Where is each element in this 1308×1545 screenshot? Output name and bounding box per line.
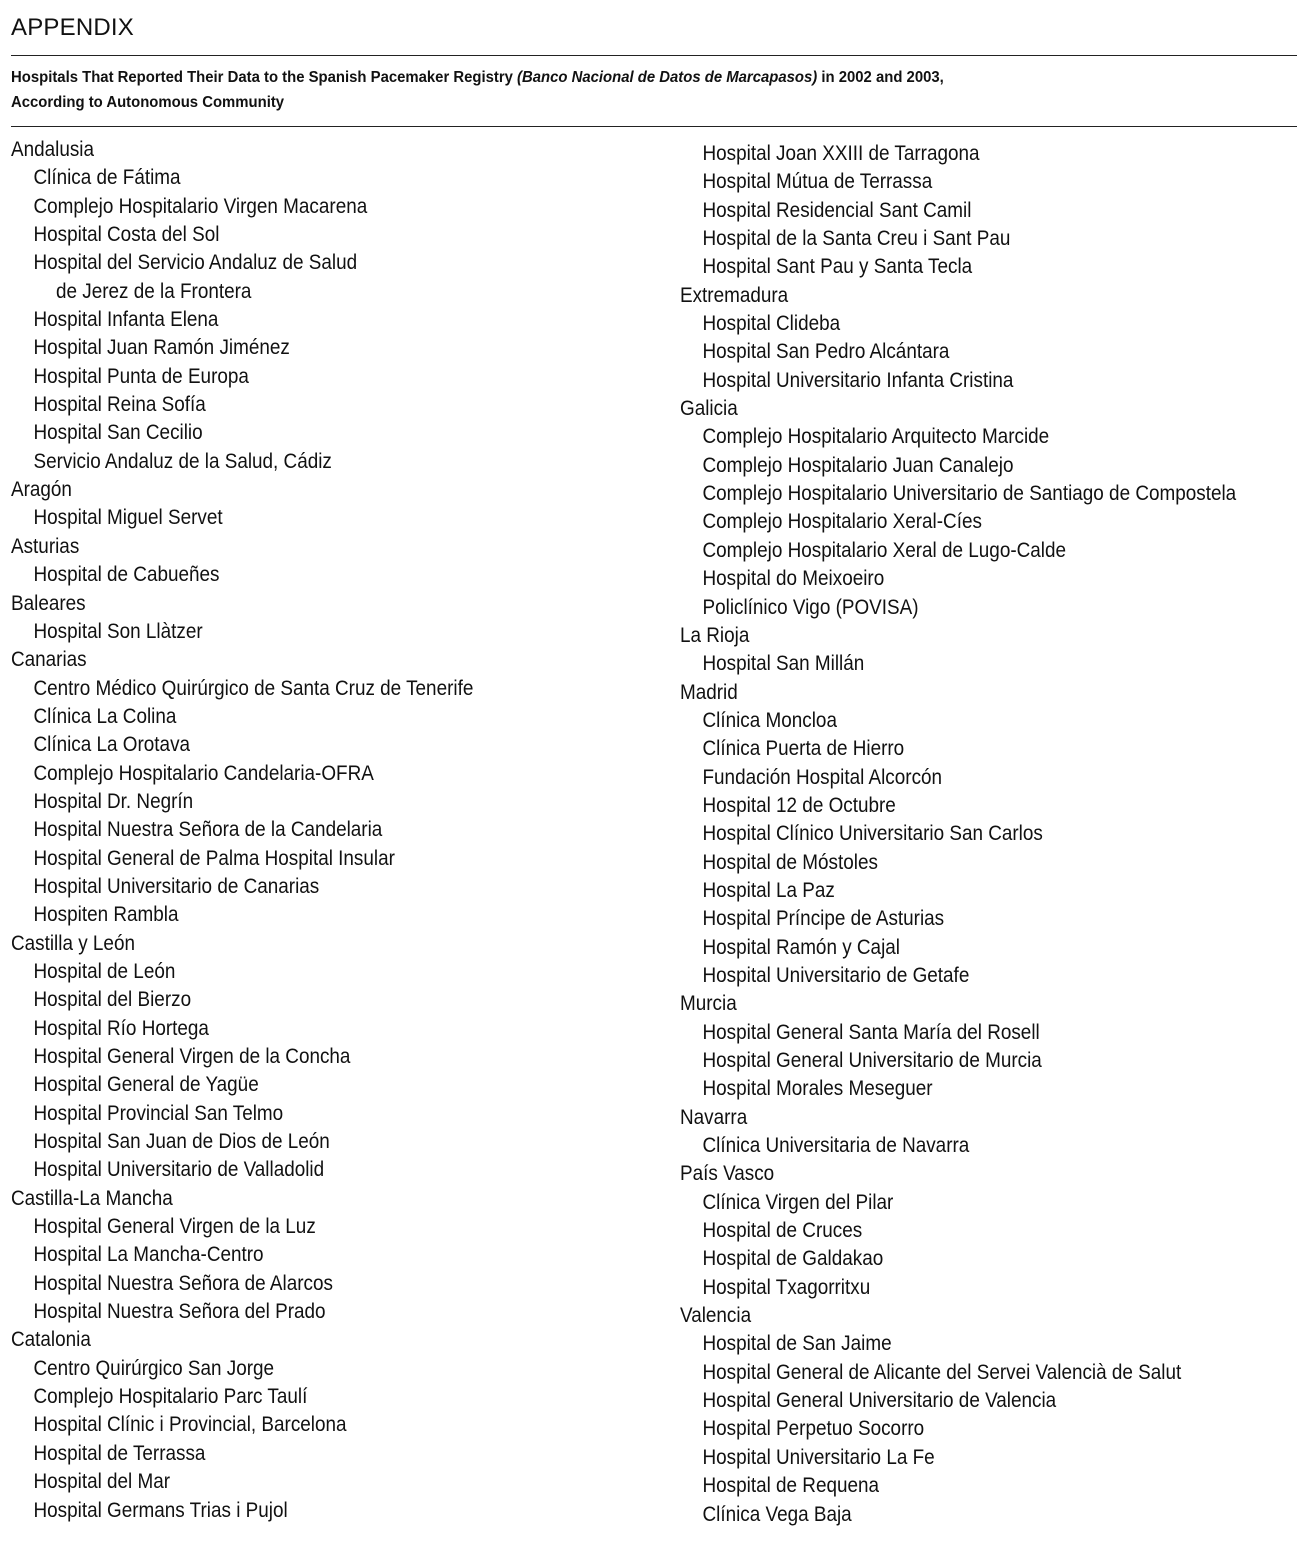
region-heading: Andalusia [11,138,95,161]
region-heading: Madrid [680,680,738,704]
hospital-name: Hospital Nuestra Señora del Prado [33,1300,326,1324]
right-column [680,140,1298,1529]
hospital-name: Hospital Germans Trias i Pujol [33,1498,288,1522]
hospital-name: Hospital General Universitario de Valencia [702,1389,1057,1413]
hospital-name: Centro Médico Quirúrgico de Santa Cruz de Tenerife [33,676,474,700]
hospital-name: Hospital de León [33,959,176,983]
hospital-name: Hospital Provincial San Telmo [33,1101,284,1125]
left-column [11,136,525,1525]
hospital-name: Hospital Universitario Infanta Cristina [702,368,1014,392]
hospital-name: Hospital Nuestra Señora de Alarcos [33,1271,333,1295]
hospital-name: Hospital Morales Meseguer [702,1077,933,1101]
hospital-name: Hospital del Bierzo [33,988,192,1012]
hospital-name: Complejo Hospitalario Arquitecto Marcide [702,425,1050,449]
hospital-name: Hospital Clínic i Provincial, Barcelona [33,1413,347,1437]
hospital-name: Hospital General Santa María del Rosell [702,1020,1040,1044]
hospital-name: Hospital San Cecilio [33,421,203,445]
hospital-name: Hospital General Universitario de Murcia [702,1049,1042,1072]
hospital-name: Complejo Hospitalario Xeral de Lugo-Calde [702,538,1067,562]
hospital-name: Hospital de la Santa Creu i Sant Pau [702,227,1011,251]
region-heading: La Rioja [680,623,750,647]
hospital-name: Hospital Perpetuo Socorro [702,1417,925,1441]
hospital-name: Hospital Punta de Europa [33,364,249,388]
hospital-name: Hospital de Móstoles [702,850,878,874]
region-heading: Castilla y León [11,931,135,955]
region-heading: Extremadura [680,283,789,307]
hospital-name: Hospital San Pedro Alcántara [702,340,950,364]
hospital-name: Hospital Clideba [702,312,841,336]
hospital-name: Hospital Universitario de Getafe [702,963,970,987]
hospital-name: Clínica La Orotava [33,733,191,757]
hospital-name: Servicio Andaluz de la Salud, Cádiz [33,449,332,473]
hospital-name: Hospital General de Alicante del Servei Valencià de Salut [702,1360,1182,1384]
hospital-name: Hospital Clínico Universitario San Carlos [702,822,1043,846]
hospital-name: Hospital General Virgen de la Luz [33,1215,316,1239]
hospital-name: Hospital Txagorritxu [702,1275,871,1299]
hospital-name: Hospiten Rambla [33,903,179,927]
hospital-name: Hospital do Meixoeiro [702,567,885,591]
hospital-name: Hospital 12 de Octubre [702,793,896,817]
hospital-name: Hospital General Virgen de la Concha [33,1045,351,1068]
hospital-name: Hospital del Servicio Andaluz de Salud [33,251,358,275]
region-heading: Murcia [680,992,737,1016]
hospital-name: Hospital Universitario de Canarias [33,874,320,898]
hospital-name: Clínica Vega Baja [702,1502,852,1526]
region-heading: Valencia [680,1304,752,1328]
hospital-name: Hospital Príncipe de Asturias [702,907,945,931]
hospital-name: Complejo Hospitalario Candelaria-OFRA [33,761,374,785]
hospital-name: Hospital La Paz [702,878,835,902]
title-part-3: in 2002 and 2003, [817,69,944,86]
region-heading: Aragón [11,478,72,502]
title-registry-name: (Banco Nacional de Datos de Marcapasos) [517,69,818,86]
hospital-name: Complejo Hospitalario Parc Taulí [33,1385,308,1409]
hospital-name: Hospital de Cruces [702,1219,863,1243]
hospital-name: Centro Quirúrgico San Jorge [33,1356,275,1380]
hospital-name: Hospital Joan XXIII de Tarragona [702,142,980,165]
region-heading: Catalonia [11,1328,91,1352]
hospital-name: Hospital Dr. Negrín [33,789,194,813]
hospital-name: Fundación Hospital Alcorcón [702,765,943,789]
hospital-name: Hospital de Terrassa [33,1441,206,1465]
top-rule [11,55,1297,56]
hospital-name: Hospital General de Palma Hospital Insular [33,846,395,870]
table-title [11,66,1201,115]
hospital-name: Hospital Residencial Sant Camil [702,198,972,222]
hospital-name: Hospital Juan Ramón Jiménez [33,336,290,360]
hospital-name: Hospital del Mar [33,1470,171,1494]
region-heading: País Vasco [680,1162,775,1186]
hospital-name: Hospital Universitario La Fe [702,1445,935,1469]
hospital-name: Clínica de Fátima [33,166,181,190]
hospital-name: Hospital de Requena [702,1474,880,1498]
hospital-name: Hospital Reina Sofía [33,393,206,417]
hospital-name: Hospital Miguel Servet [33,506,223,530]
region-heading: Asturias [11,534,80,558]
hospital-name: Hospital de Cabueñes [33,563,220,587]
hospital-name: Hospital Nuestra Señora de la Candelaria [33,818,383,842]
hospital-name: Hospital San Juan de Dios de León [33,1130,330,1154]
hospital-name: Hospital Sant Pau y Santa Tecla [702,255,973,279]
hospital-name: Clínica Virgen del Pilar [702,1190,894,1214]
hospital-name: Hospital Costa del Sol [33,223,220,247]
title-line-2: According to Autonomous Community [11,93,285,111]
hospital-name: Hospital Son Llàtzer [33,619,203,643]
hospital-name: Complejo Hospitalario Universitario de Santiago de Compostela [702,482,1237,506]
title-part-1: Hospitals That Reported Their Data to the Spanish Pacemaker Registry [11,69,518,86]
hospital-name: Hospital Mútua de Terrassa [702,170,933,194]
hospital-name: Clínica Puerta de Hierro [702,737,905,761]
region-heading: Canarias [11,648,87,672]
hospital-name: Hospital Ramón y Cajal [702,935,900,959]
region-heading: Navarra [680,1105,748,1129]
hospital-name: Clínica La Colina [33,704,177,728]
hospital-name: Complejo Hospitalario Xeral-Cíes [702,510,982,534]
appendix-heading: APPENDIX [11,14,134,41]
hospital-name: Clínica Moncloa [702,708,837,732]
hospital-name: Hospital Infanta Elena [33,308,219,332]
region-heading: Baleares [11,591,86,615]
hospital-name: Hospital de San Jaime [702,1332,892,1356]
region-heading: Castilla-La Mancha [11,1186,173,1210]
hospital-name: Hospital La Mancha-Centro [33,1243,264,1267]
hospital-name: Hospital San Millán [702,652,865,676]
hospital-name-continuation: de Jerez de la Frontera [56,279,252,303]
hospital-name: Hospital Río Hortega [33,1016,209,1040]
hospital-name: Complejo Hospitalario Virgen Macarena [33,194,368,218]
hospital-name: Hospital Universitario de Valladolid [33,1158,325,1182]
hospital-name: Hospital de Galdakao [702,1247,884,1271]
bottom-rule [11,126,1297,127]
region-heading: Galicia [680,397,738,421]
hospital-name: Clínica Universitaria de Navarra [702,1134,970,1158]
hospital-name: Complejo Hospitalario Juan Canalejo [702,453,1014,477]
hospital-name: Policlínico Vigo (POVISA) [702,595,919,619]
hospital-name: Hospital General de Yagüe [33,1073,259,1097]
